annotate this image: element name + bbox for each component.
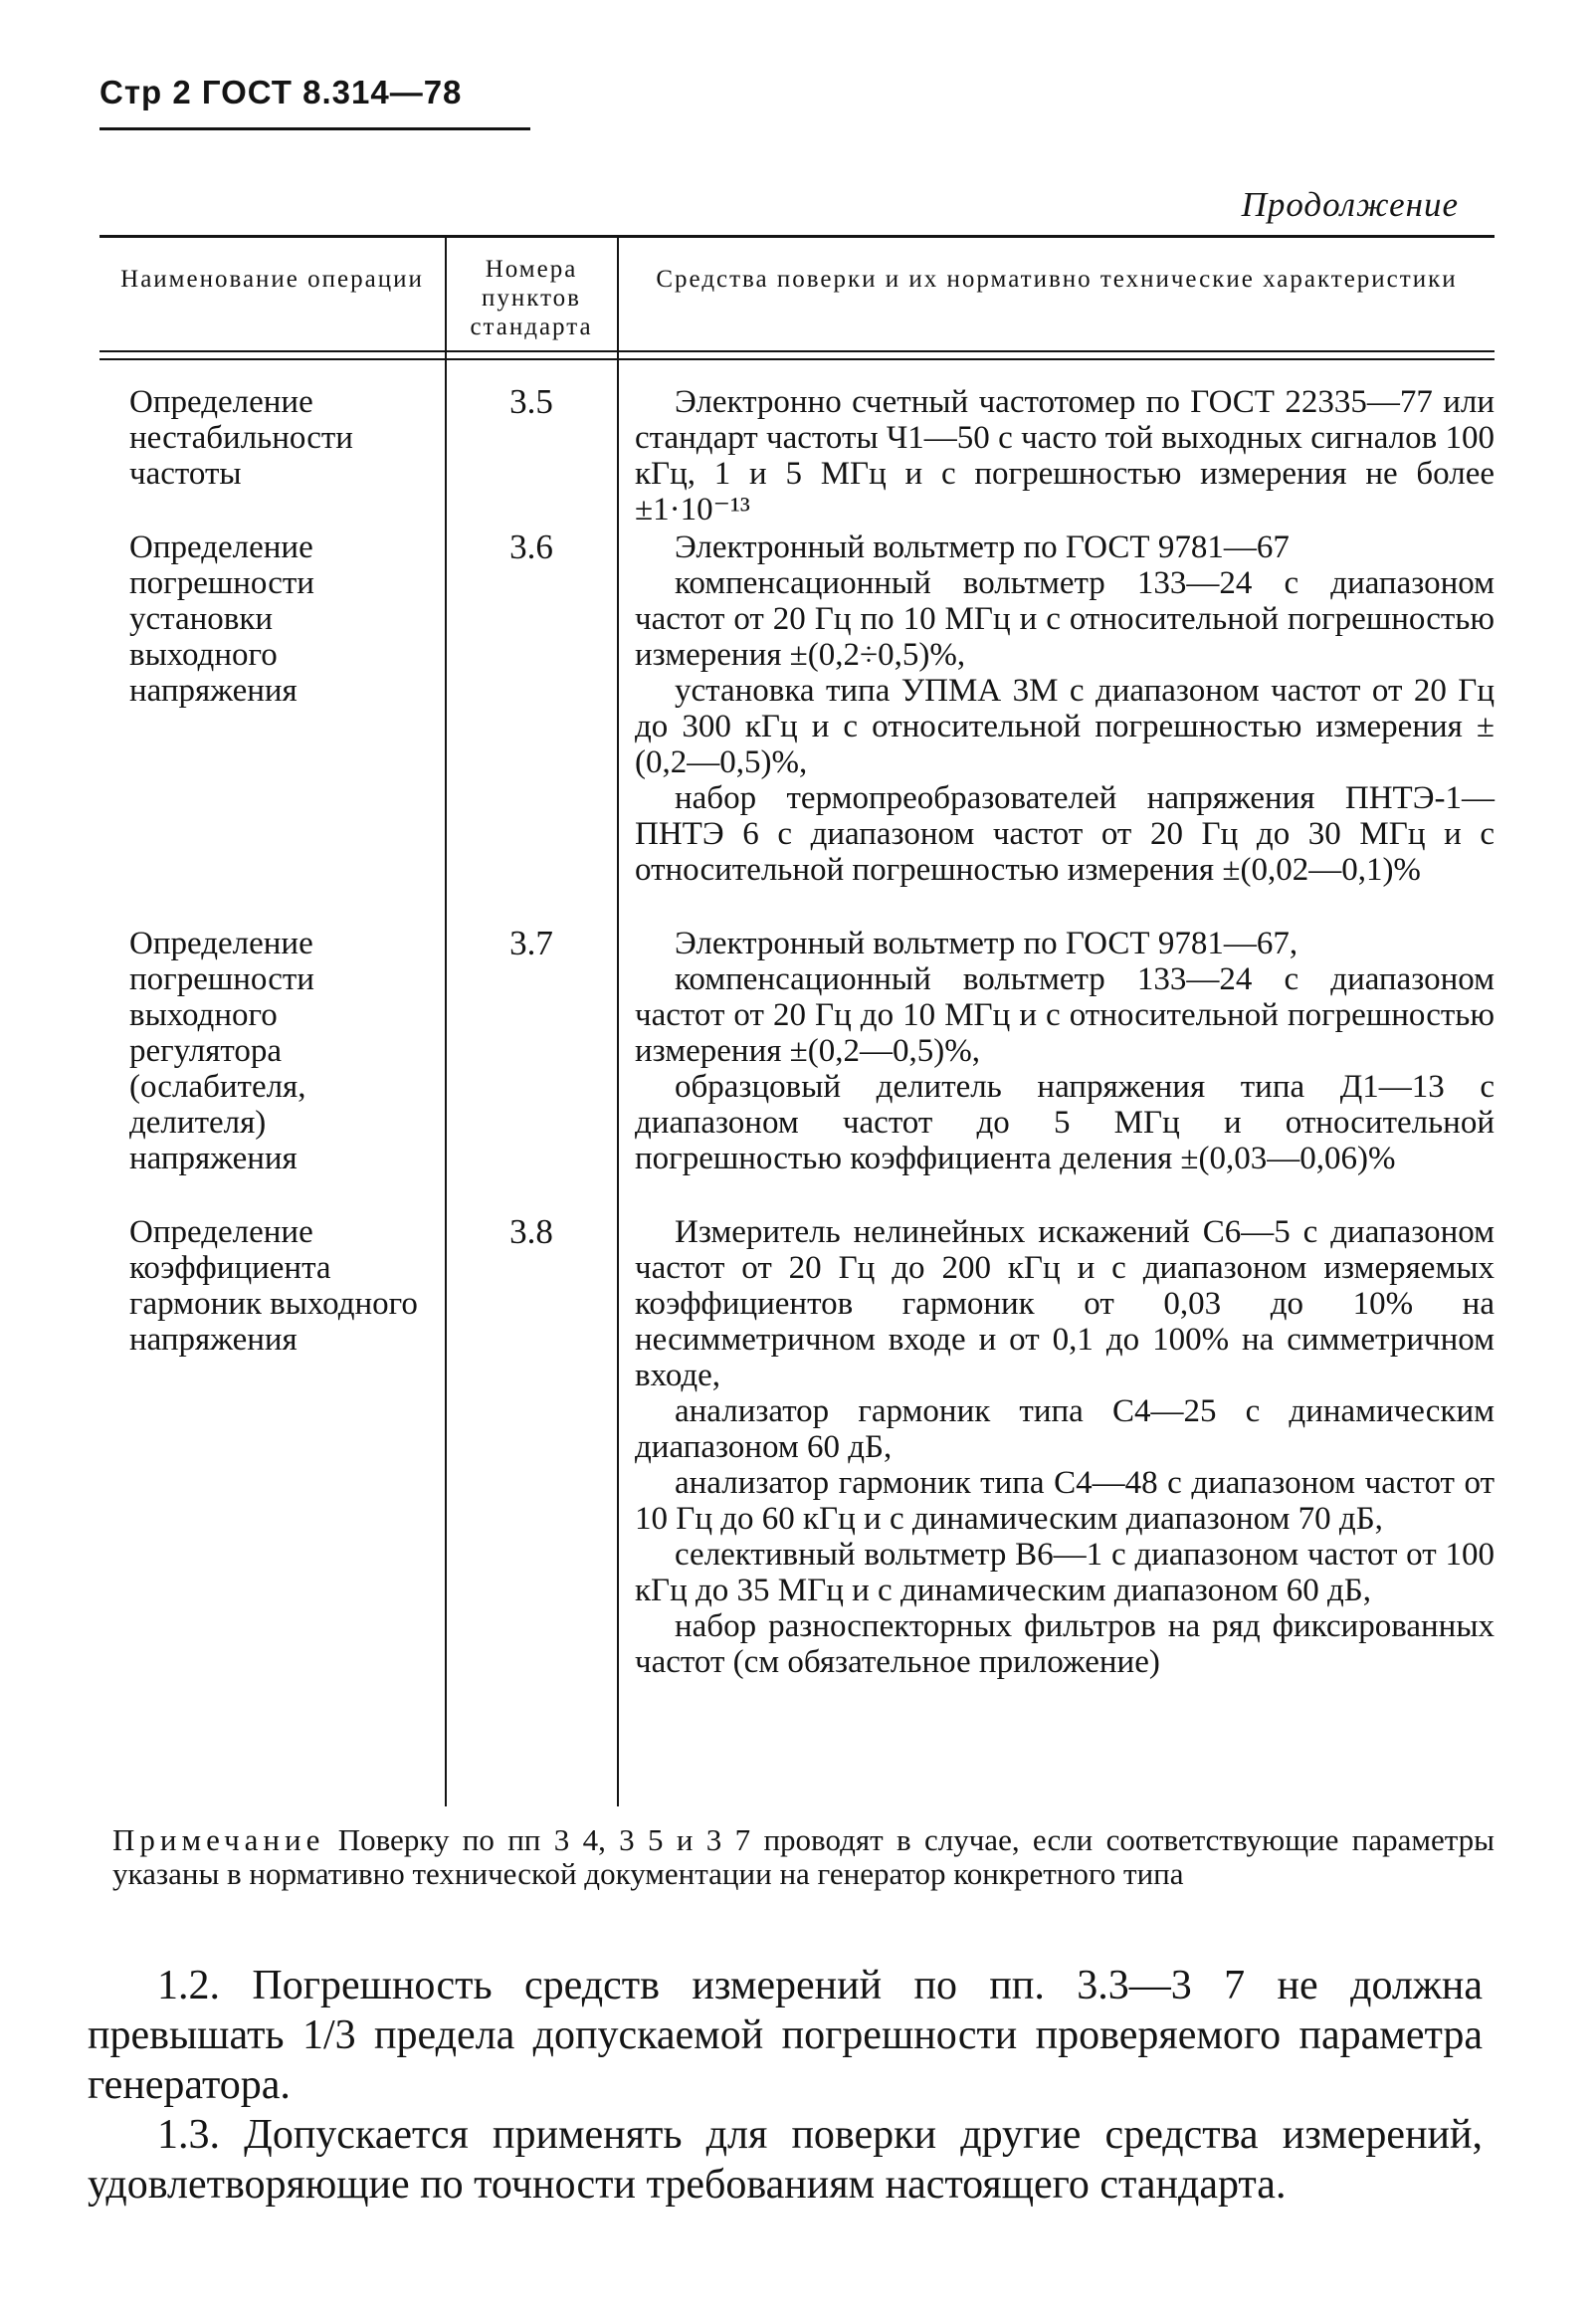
means-item: набор разноспекторных фильтров на ряд фиксированных частот (см обязательное приложение) — [635, 1608, 1495, 1680]
table-header-rule-double — [100, 358, 1495, 360]
row-verification-means — [635, 529, 1495, 888]
row-verification-means — [635, 926, 1495, 1176]
row-clause-number: 3.5 — [509, 382, 553, 421]
header-rule — [100, 127, 530, 130]
note-text: Поверку по пп 3 4, 3 5 и 3 7 проводят в случае, если соответствующие параметры указаны в нормативно технической документации на генератор конкретного типа — [112, 1822, 1495, 1891]
column-divider — [617, 237, 619, 1806]
means-item: компенсационный вольтметр 133—24 с диапазоном частот от 20 Гц по 10 МГц и с относительной погрешностью измерения ±(0,2÷0,5)%, — [635, 565, 1495, 673]
table-header-rule — [100, 350, 1495, 352]
means-item: селективный вольтметр В6—1 с диапазоном частот от 100 кГц до 35 МГц и с динамическим диапазоном 60 дБ, — [635, 1537, 1495, 1608]
means-item: Измеритель нелинейных искажений С6—5 с диапазоном частот от 20 Гц до 200 кГц и с диапазоном измеряемых коэффициентов гармоник от 0,03 до 10% на несимметричном входе и от 0,1 до 100% на симметричном входе, — [635, 1214, 1495, 1393]
header-verification-means: Средства поверки и их нормативно технические характеристики — [656, 266, 1458, 293]
means-item: Электронный вольтметр по ГОСТ 9781—67 — [675, 529, 1290, 565]
means-item: анализатор гармоник типа С4—48 с диапазоном частот от 10 Гц до 60 кГц и с динамическим диапазоном 70 дБ, — [635, 1465, 1495, 1537]
row-verification-means — [635, 1214, 1495, 1680]
means-item: образцовый делитель напряжения типа Д1—13 с диапазоном частот до 5 МГц и относительной погрешностью коэффициента деления ±(0,03—0,06)% — [635, 1069, 1495, 1176]
table-top-rule — [100, 235, 1495, 238]
row-operation-name: Определение погрешности выходного регулятора (ослабителя, делителя) напряжения — [129, 926, 314, 1176]
header-clause-number: Номера пунктов стандарта — [470, 256, 593, 340]
note-label: Примечание — [112, 1822, 325, 1857]
column-divider — [445, 237, 447, 1806]
row-operation-name: Определение погрешности установки выходного напряжения — [129, 529, 314, 709]
row-verification-means — [635, 384, 1495, 528]
paragraph-1-3: 1.3. Допускается применять для поверки другие средства измерений, удовлетворяющие по точности требованиям настоящего стандарта. — [88, 2112, 1483, 2208]
body-paragraphs — [88, 1961, 1483, 2210]
row-clause-number: 3.7 — [509, 924, 553, 962]
continuation-label: Продолжение — [1241, 185, 1459, 224]
row-clause-number: 3.6 — [509, 528, 553, 566]
means-item: анализатор гармоник типа С4—25 с динамическим диапазоном 60 дБ, — [635, 1393, 1495, 1465]
means-item: установка типа УПМА 3М с диапазоном частот от 20 Гц до 300 кГц и с относительной погрешностью измерения ±(0,2—0,5)%, — [635, 673, 1495, 780]
means-item: Электронный вольтметр по ГОСТ 9781—67, — [675, 926, 1298, 961]
page-header: Стр 2 ГОСТ 8.314—78 — [100, 74, 463, 110]
row-clause-number: 3.8 — [509, 1212, 553, 1251]
row-operation-name: Определение нестабильности частоты — [129, 384, 353, 492]
header-operation-name: Наименование операции — [120, 266, 424, 293]
paragraph-1-2: 1.2. Погрешность средств измерений по пп. 3.3—3 7 не должна превышать 1/3 предела допускаемой погрешности проверяемого параметра генератора. — [88, 1963, 1483, 2108]
row-operation-name: Определение коэффициента гармоник выходного напряжения — [129, 1214, 418, 1358]
means-item: Электронно счетный частотомер по ГОСТ 22335—77 или стандарт частоты Ч1—50 с часто той выходных сигналов 100 кГц, 1 и 5 МГц и с погрешностью измерения не более ±1·10⁻¹³ — [635, 384, 1495, 528]
table-note — [112, 1823, 1495, 1891]
means-item: компенсационный вольтметр 133—24 с диапазоном частот от 20 Гц до 10 МГц и с относительной погрешностью измерения ±(0,2—0,5)%, — [635, 961, 1495, 1069]
means-item: набор термопреобразователей напряжения ПНТЭ-1—ПНТЭ 6 с диапазоном частот от 20 Гц до 30 МГц и с относительной погрешностью измерения ±(0,02—0,1)% — [635, 780, 1495, 888]
